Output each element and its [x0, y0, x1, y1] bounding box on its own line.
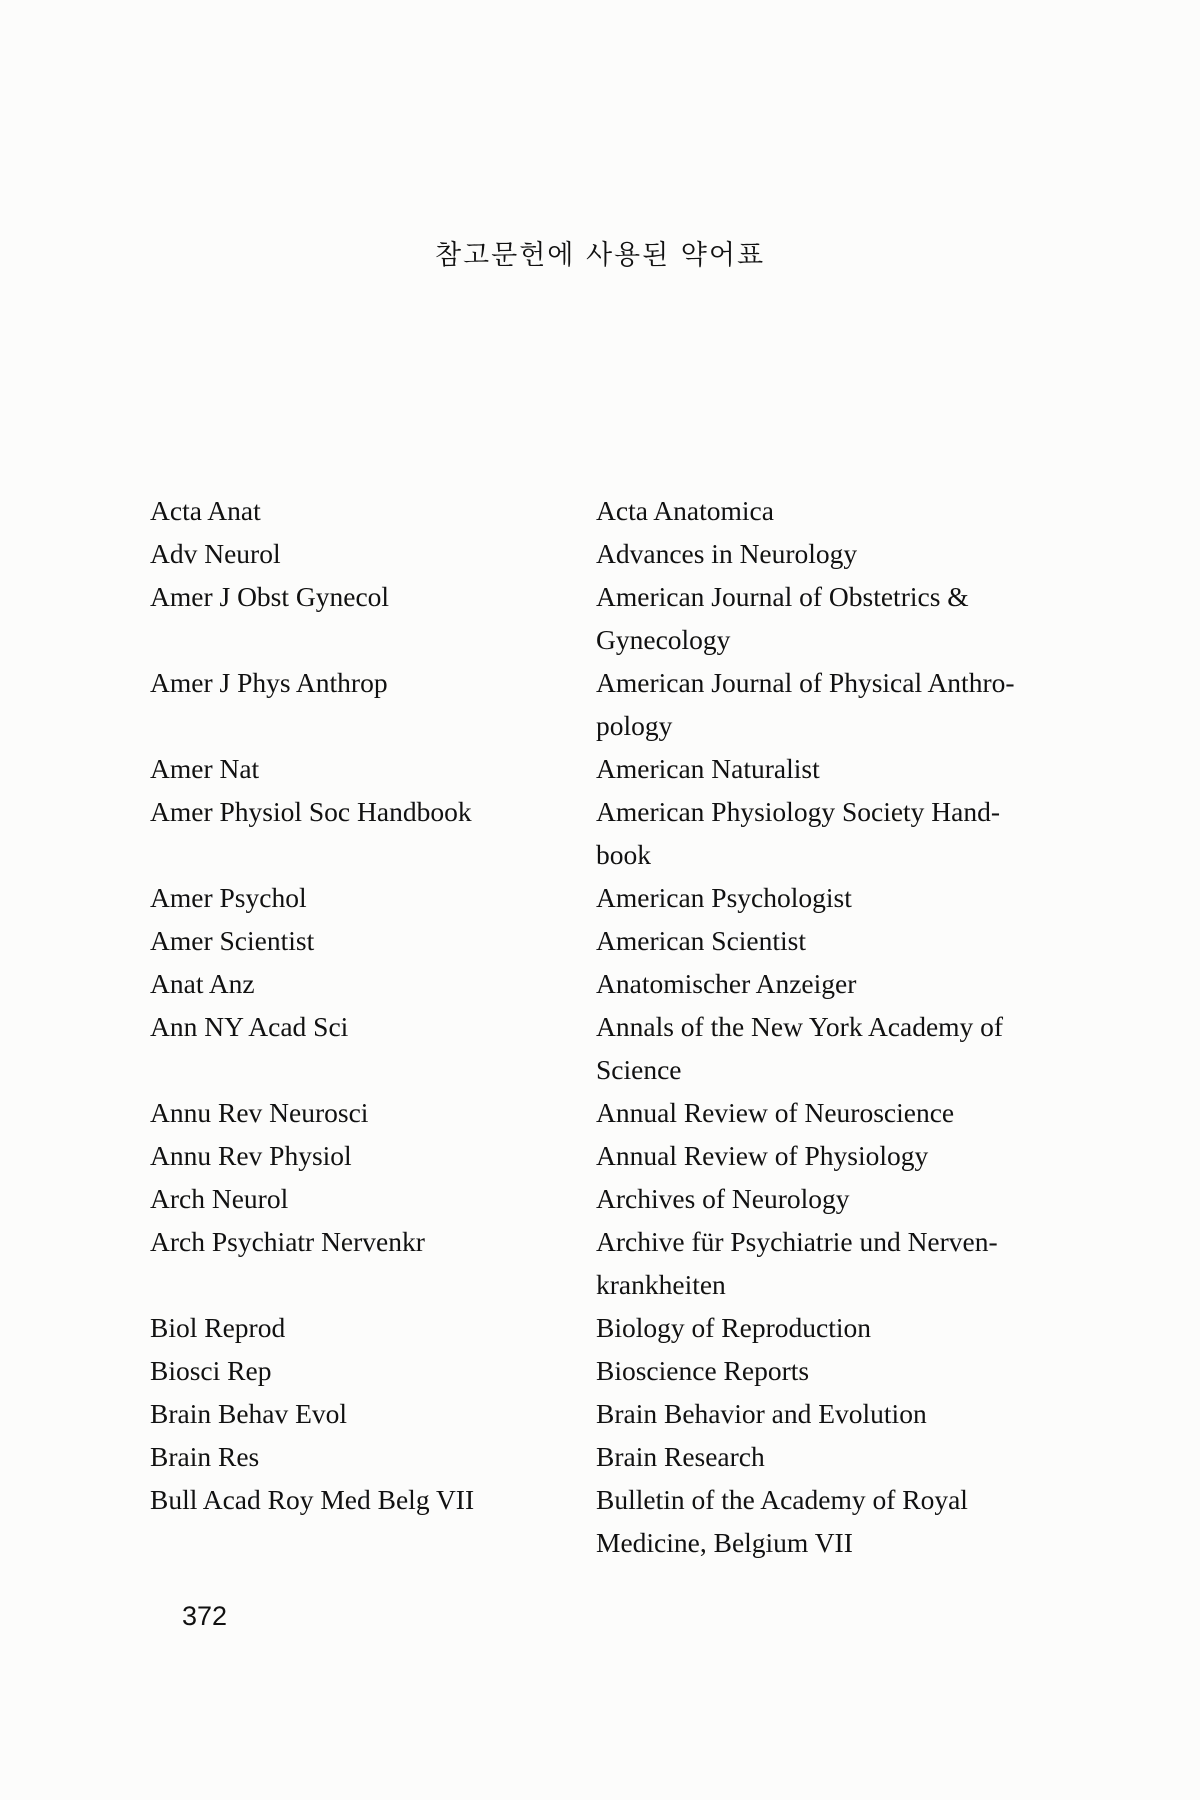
journal-full-name-line: Science	[596, 1054, 682, 1085]
abbreviation-entry	[150, 1392, 1050, 1435]
journal-abbreviation: Biol Reprod	[150, 1312, 286, 1343]
abbreviation-entry	[150, 876, 1050, 919]
journal-full-name	[596, 919, 1050, 962]
abbreviation-entry	[150, 1478, 1050, 1564]
abbreviation-entry	[150, 1177, 1050, 1220]
journal-abbreviation: Amer Nat	[150, 753, 260, 784]
journal-full-name	[596, 1177, 1050, 1220]
journal-full-name-line: Bulletin of the Academy of Royal	[596, 1484, 968, 1515]
journal-full-name	[596, 1091, 1050, 1134]
journal-full-name	[596, 1134, 1050, 1177]
abbreviation-entry	[150, 1134, 1050, 1177]
journal-full-name-line: pology	[596, 710, 673, 741]
journal-abbreviation: Amer Scientist	[150, 925, 315, 956]
journal-abbreviation: Amer Physiol Soc Handbook	[150, 796, 472, 827]
journal-full-name-line: American Journal of Physical Anthro-	[596, 667, 1015, 698]
journal-abbreviation: Biosci Rep	[150, 1355, 272, 1386]
journal-abbreviation: Acta Anat	[150, 495, 261, 526]
journal-full-name-line: Gynecology	[596, 624, 731, 655]
journal-full-name-line: American Physiology Society Hand-	[596, 796, 1001, 827]
journal-full-name-line: Medicine, Belgium VII	[596, 1527, 853, 1558]
journal-full-name-line: Advances in Neurology	[596, 538, 858, 569]
abbreviation-entry	[150, 1435, 1050, 1478]
journal-abbreviation: Adv Neurol	[150, 538, 281, 569]
journal-abbreviation: Brain Behav Evol	[150, 1398, 348, 1429]
abbreviation-entry	[150, 1349, 1050, 1392]
journal-abbreviation: Ann NY Acad Sci	[150, 1011, 349, 1042]
abbreviation-entry	[150, 489, 1050, 532]
journal-full-name-line: Anatomischer Anzeiger	[596, 968, 857, 999]
journal-abbreviation: Brain Res	[150, 1441, 260, 1472]
journal-full-name-line: Brain Behavior and Evolution	[596, 1398, 927, 1429]
abbreviation-entry	[150, 1005, 1050, 1091]
journal-full-name-line: Annual Review of Neuroscience	[596, 1097, 955, 1128]
abbreviation-entry	[150, 1220, 1050, 1306]
journal-full-name	[596, 532, 1050, 575]
journal-full-name	[596, 1005, 1050, 1091]
journal-full-name-line: Bioscience Reports	[596, 1355, 810, 1386]
journal-full-name-line: Brain Research	[596, 1441, 765, 1472]
abbreviation-list	[150, 489, 1050, 1564]
journal-full-name	[596, 962, 1050, 1005]
abbreviation-entry	[150, 747, 1050, 790]
journal-full-name	[596, 747, 1050, 790]
journal-full-name	[596, 876, 1050, 919]
journal-full-name	[596, 790, 1050, 876]
journal-abbreviation: Amer J Phys Anthrop	[150, 667, 388, 698]
journal-abbreviation: Amer Psychol	[150, 882, 307, 913]
journal-full-name	[596, 1349, 1050, 1392]
journal-full-name	[596, 661, 1050, 747]
abbreviation-entry	[150, 661, 1050, 747]
abbreviation-entry	[150, 919, 1050, 962]
journal-abbreviation: Amer J Obst Gynecol	[150, 581, 390, 612]
journal-full-name-line: Annals of the New York Academy of	[596, 1011, 1004, 1042]
journal-full-name-line: krankheiten	[596, 1269, 726, 1300]
journal-full-name-line: Archives of Neurology	[596, 1183, 850, 1214]
abbreviation-entry	[150, 1091, 1050, 1134]
journal-abbreviation: Annu Rev Physiol	[150, 1140, 352, 1171]
page-number: 372	[182, 1601, 228, 1631]
journal-abbreviation: Arch Psychiatr Nervenkr	[150, 1226, 425, 1257]
abbreviation-entry	[150, 962, 1050, 1005]
journal-full-name-line: Acta Anatomica	[596, 495, 774, 526]
journal-full-name	[596, 575, 1050, 661]
journal-abbreviation: Annu Rev Neurosci	[150, 1097, 369, 1128]
journal-full-name-line: American Naturalist	[596, 753, 820, 784]
journal-full-name	[596, 1435, 1050, 1478]
page-title: 참고문헌에 사용된 약어표	[434, 240, 766, 271]
abbreviation-entry	[150, 790, 1050, 876]
journal-abbreviation: Anat Anz	[150, 968, 255, 999]
journal-abbreviation: Bull Acad Roy Med Belg VII	[150, 1484, 475, 1515]
abbreviation-entry	[150, 575, 1050, 661]
abbreviation-entry	[150, 532, 1050, 575]
journal-full-name-line: Archive für Psychiatrie und Nerven-	[596, 1226, 998, 1257]
journal-full-name	[596, 1478, 1050, 1564]
journal-full-name-line: Annual Review of Physiology	[596, 1140, 929, 1171]
abbreviation-entry	[150, 1306, 1050, 1349]
journal-full-name	[596, 1392, 1050, 1435]
journal-abbreviation: Arch Neurol	[150, 1183, 289, 1214]
journal-full-name-line: American Scientist	[596, 925, 807, 956]
journal-full-name	[596, 489, 1050, 532]
journal-full-name-line: Biology of Reproduction	[596, 1312, 871, 1343]
journal-full-name-line: American Psychologist	[596, 882, 852, 913]
journal-full-name-line: book	[596, 839, 651, 870]
journal-full-name	[596, 1306, 1050, 1349]
journal-full-name-line: American Journal of Obstetrics &	[596, 581, 969, 612]
journal-full-name	[596, 1220, 1050, 1306]
